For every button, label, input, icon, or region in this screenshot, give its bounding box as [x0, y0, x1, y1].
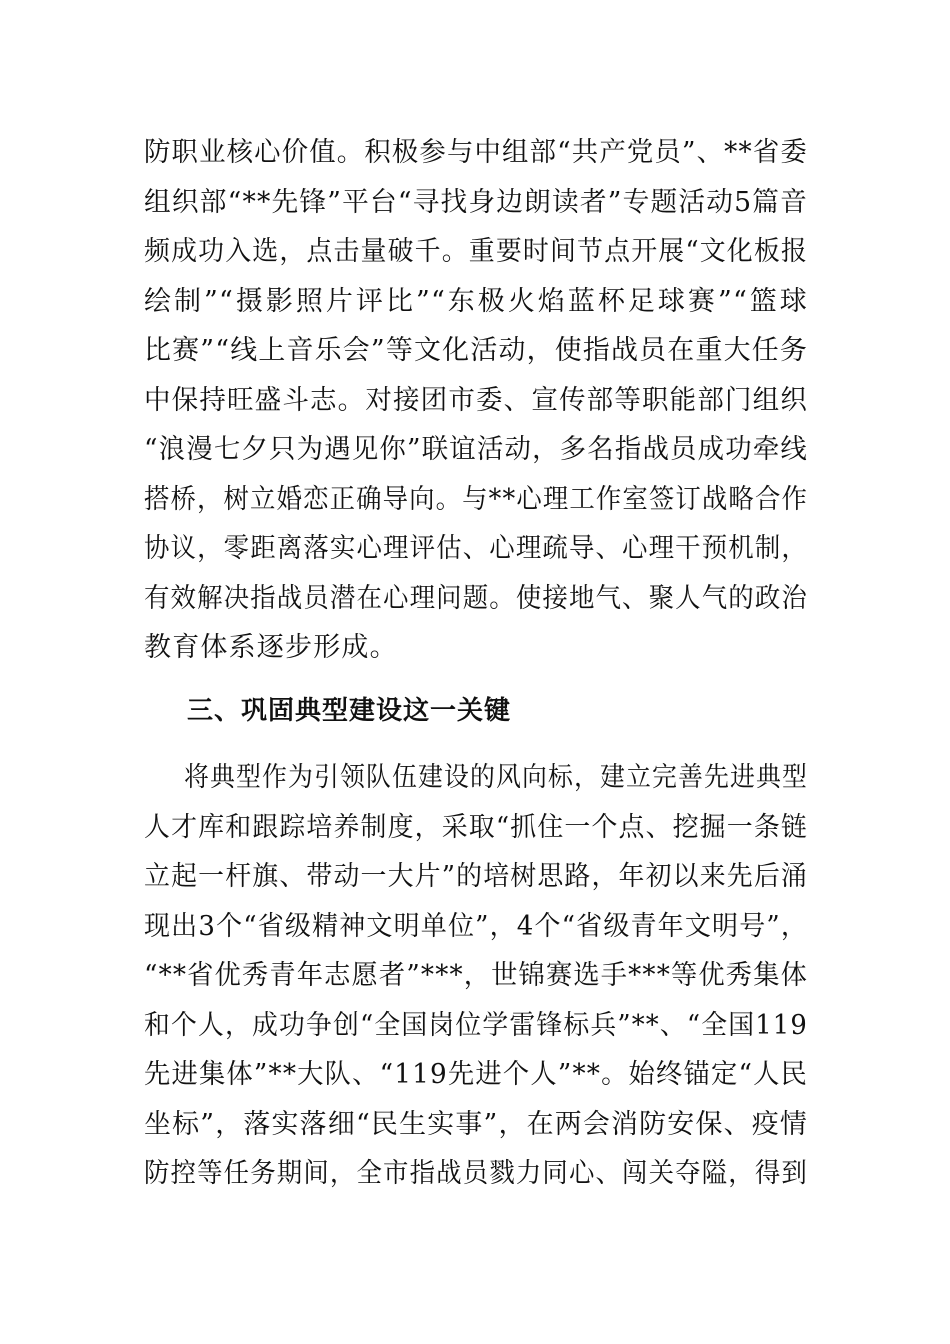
paragraph-line: “**省优秀青年志愿者”***，世锦赛选手***等优秀集体 [144, 960, 808, 991]
paragraph-line-last: 教育体系逐步形成。 [144, 632, 398, 663]
paragraph-line: 比赛”“线上音乐会”等文化活动，使指战员在重大任务 [144, 335, 809, 366]
paragraph-line: 搭桥，树立婚恋正确导向。与**心理工作室签订战略合作 [144, 483, 808, 515]
paragraph-line: 频成功入选，点击量破千。重要时间节点开展“文化板报 [144, 236, 809, 267]
paragraph-line: 防控等任务期间，全市指战员戮力同心、闯关夺隘，得到 [144, 1158, 808, 1189]
paragraph-line: 现出3个“省级精神文明单位”，4个“省级青年文明号”， [144, 910, 809, 942]
paragraph-line: 组织部“**先锋”平台“寻找身边朗读者”专题活动5篇音 [144, 186, 809, 218]
paragraph-body [144, 753, 808, 1199]
paragraph-line: 防职业核心价值。积极参与中组部“共产党员”、**省委 [144, 137, 808, 168]
paragraph-line: 绘制”“摄影照片评比”“东极火焰蓝杯足球赛”“篮球 [144, 285, 808, 317]
paragraph-continuation [144, 128, 808, 673]
paragraph-line: 坐标”，落实落细“民生实事”，在两会消防安保、疫情 [144, 1108, 809, 1140]
paragraph-line: 先进集体”**大队、“119先进个人”**。始终锚定“人民 [144, 1059, 809, 1090]
paragraph-line: “浪漫七夕只为遇见你”联谊活动，多名指战员成功牵线 [144, 434, 809, 465]
paragraph-line: 和个人，成功争创“全国岗位学雷锋标兵”**、“全国119 [144, 1009, 809, 1041]
paragraph-line: 人才库和跟踪培养制度，采取“抓住一个点、挖掘一条链 [144, 811, 809, 843]
paragraph-line: 有效解决指战员潜在心理问题。使接地气、聚人气的政治 [144, 582, 808, 614]
paragraph-line: 立起一杆旗、带动一大片”的培树思路，年初以来先后涌 [144, 861, 809, 892]
paragraph-line: 中保持旺盛斗志。对接团市委、宣传部等职能部门组织 [144, 384, 809, 416]
paragraph-line: 协议，零距离落实心理评估、心理疏导、心理干预机制， [144, 533, 808, 564]
section-heading: 三、巩固典型建设这一关键 [187, 696, 512, 726]
paragraph-line-first: 将典型作为引领队伍建设的风向标，建立完善先进典型 [184, 762, 809, 793]
